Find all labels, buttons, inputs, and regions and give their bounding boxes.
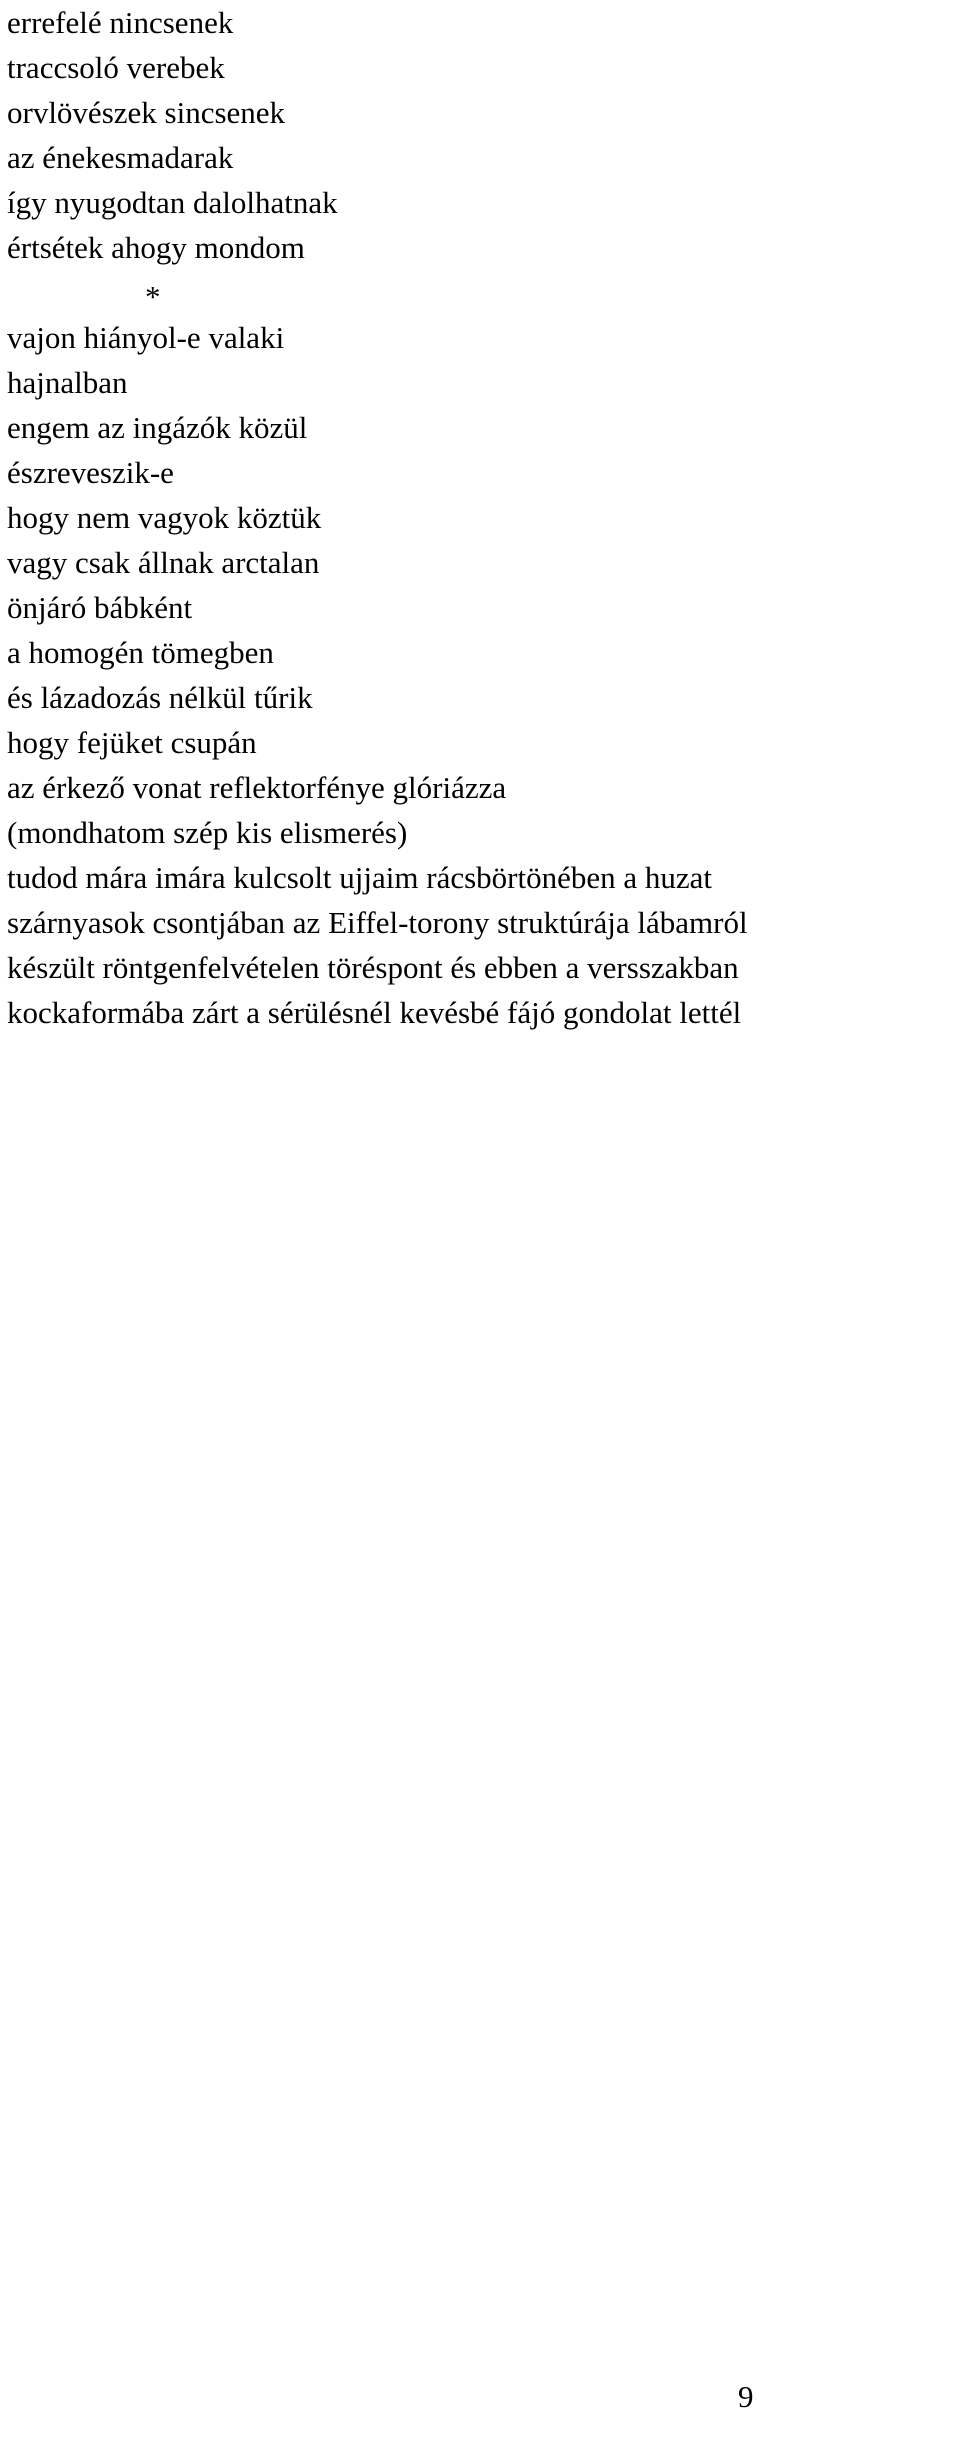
poem-line: szárnyasok csontjában az Eiffel-torony struktúrája lábamról <box>7 905 748 940</box>
poem-line: készült röntgenfelvételen töréspont és ebben a versszakban <box>7 950 739 985</box>
poem-line: hogy nem vagyok köztük <box>7 500 322 535</box>
stanza-separator: * <box>145 279 161 314</box>
poem-line: vajon hiányol-e valaki <box>7 320 285 355</box>
page-number: 9 <box>738 2379 754 2414</box>
poem-line: a homogén tömegben <box>7 635 274 670</box>
poem-line: hogy fejüket csupán <box>7 725 257 760</box>
poem-line: így nyugodtan dalolhatnak <box>7 185 338 220</box>
poem-line: kockaformába zárt a sérülésnél kevésbé fájó gondolat lettél <box>7 995 742 1030</box>
poem-line: hajnalban <box>7 365 128 400</box>
poem-line: észreveszik-e <box>7 455 174 490</box>
poem-line: és lázadozás nélkül tűrik <box>7 680 313 715</box>
poem-line: orvlövészek sincsenek <box>7 95 286 130</box>
poem-line: önjáró bábként <box>7 590 193 625</box>
poem-line: traccsoló verebek <box>7 50 225 85</box>
poem-line: (mondhatom szép kis elismerés) <box>7 815 408 850</box>
poem-text <box>7 0 957 1035</box>
poem-line: vagy csak állnak arctalan <box>7 545 320 580</box>
poem-line: tudod mára imára kulcsolt ujjaim rácsbörtönében a huzat <box>7 860 713 895</box>
poem-line: az énekesmadarak <box>7 140 234 175</box>
poem-line: errefelé nincsenek <box>7 5 234 40</box>
poem-line: értsétek ahogy mondom <box>7 230 305 265</box>
poem-line: engem az ingázók közül <box>7 410 308 445</box>
poem-line: az érkező vonat reflektorfénye glóriázza <box>7 770 507 805</box>
